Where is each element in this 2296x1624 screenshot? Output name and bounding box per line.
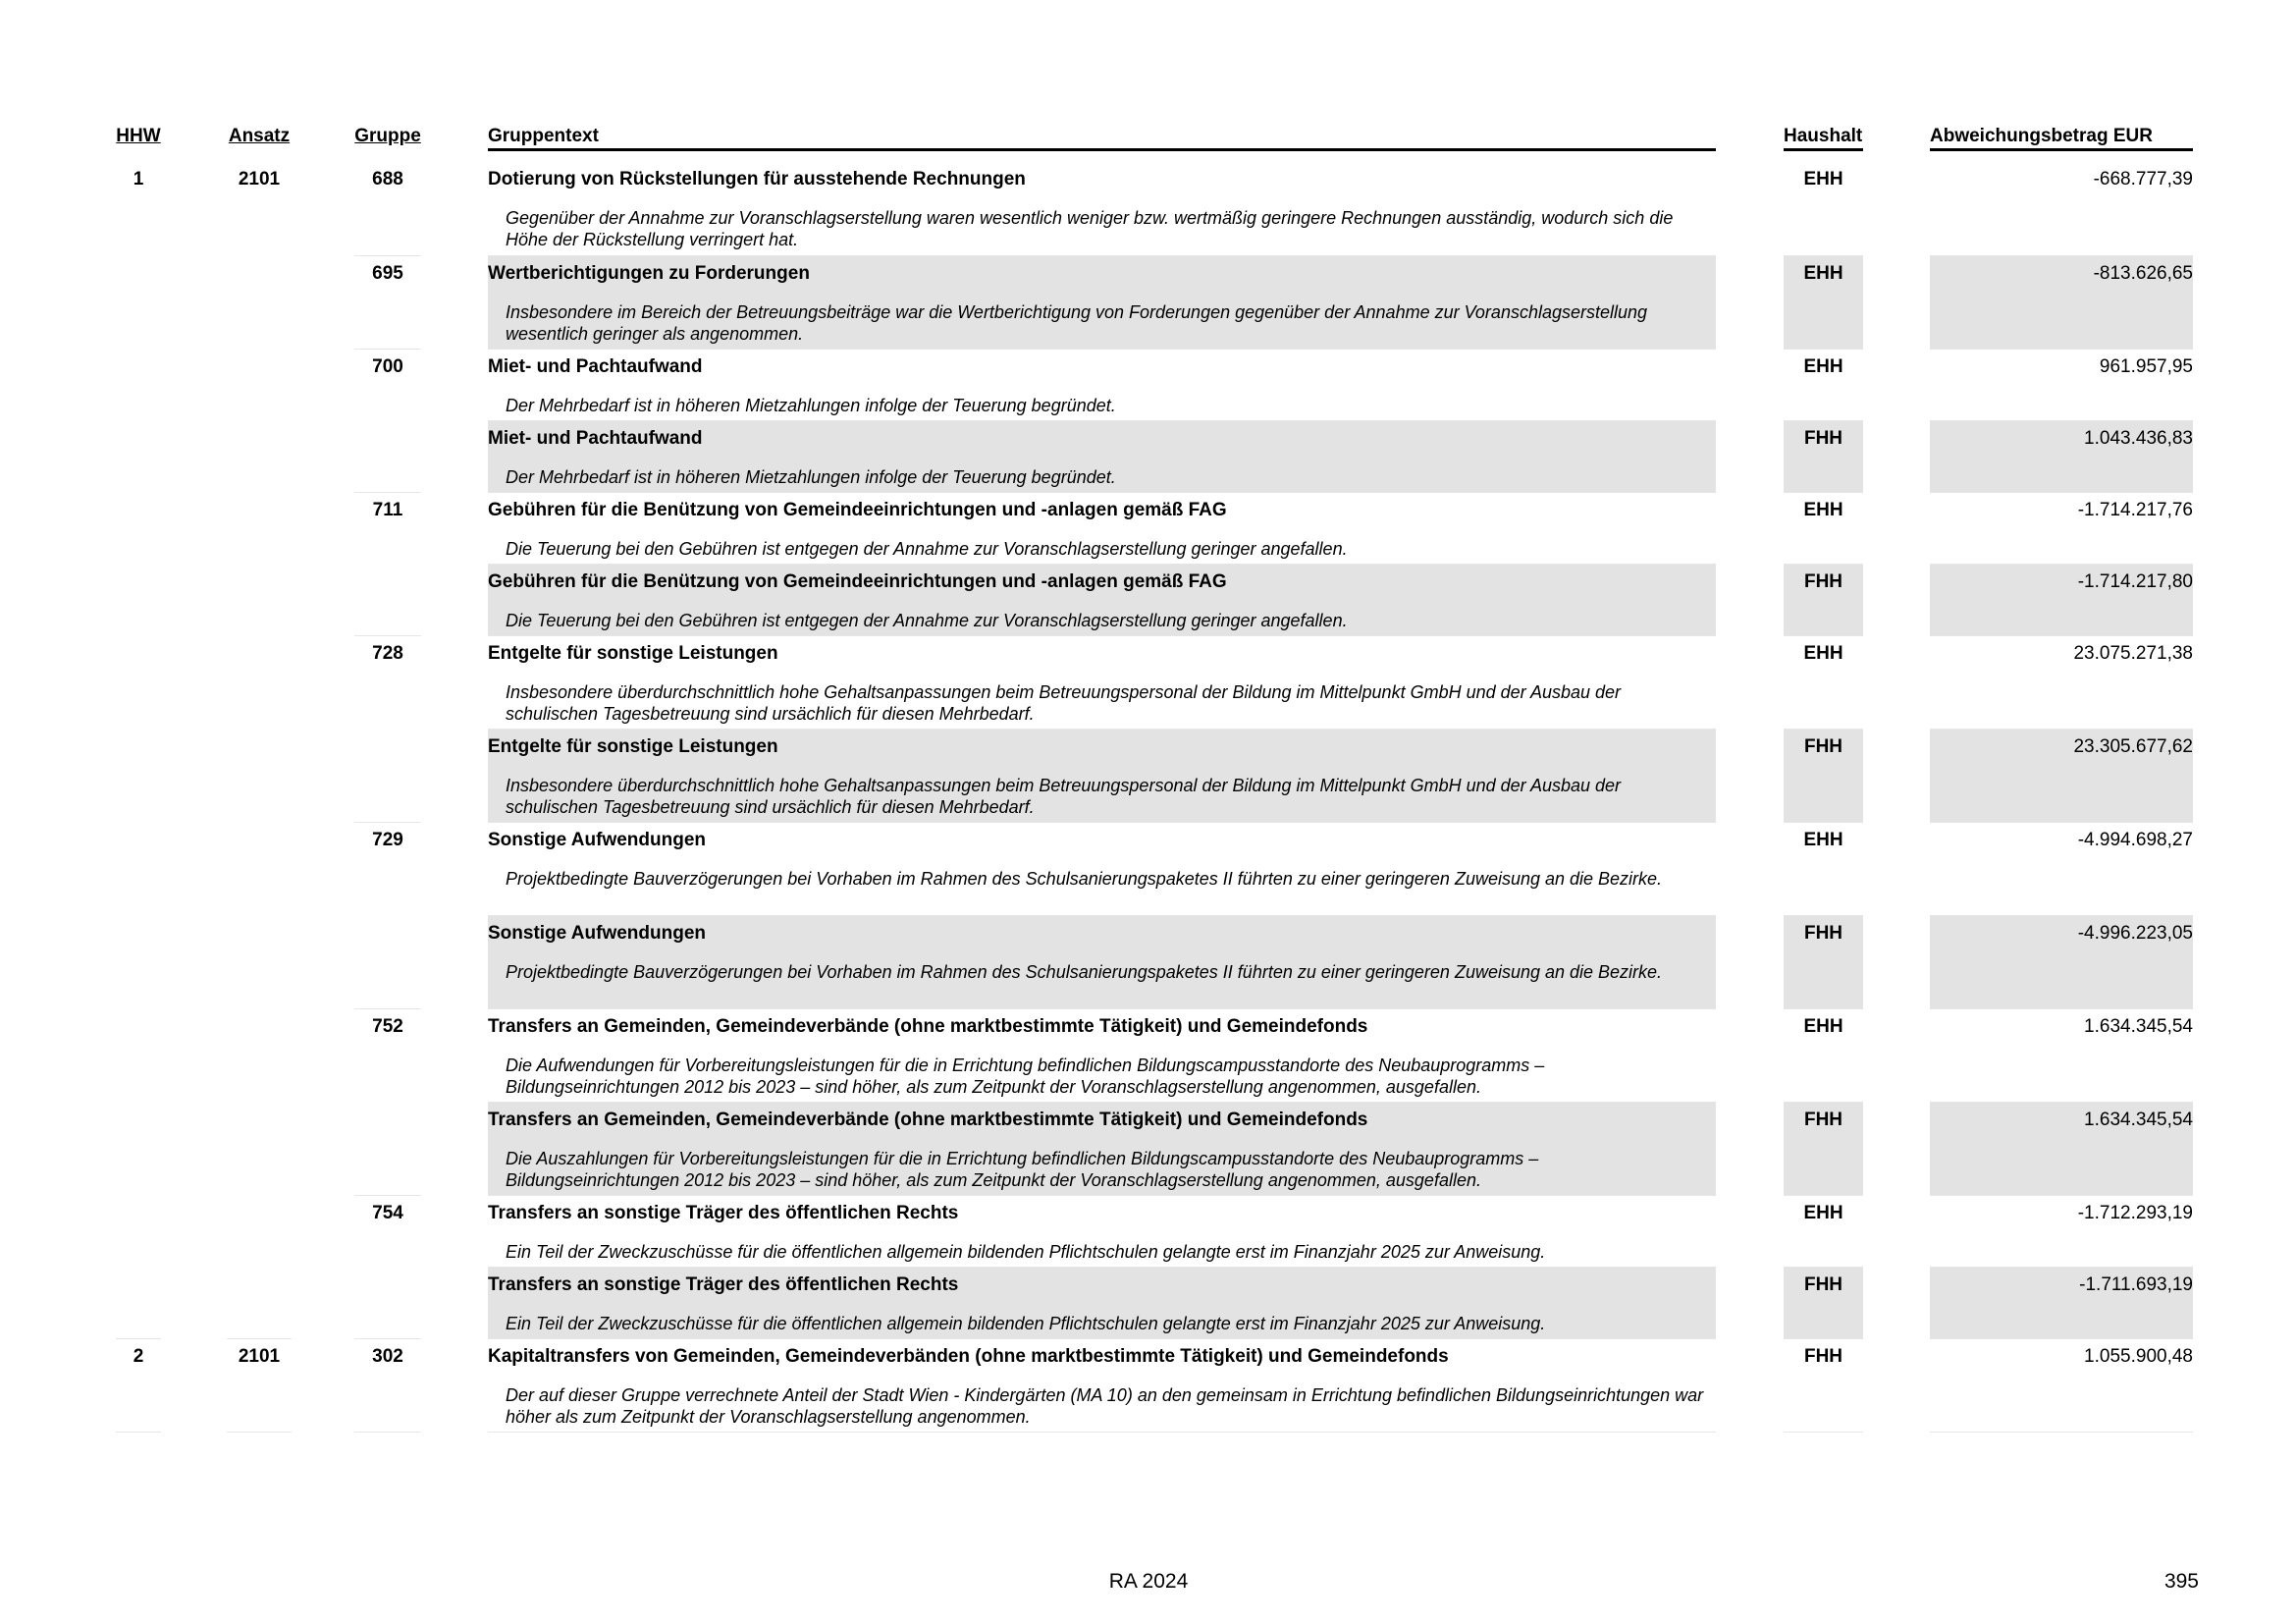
header-abweichungsbetrag: Abweichungsbetrag EUR <box>1930 125 2193 151</box>
cell-hhw <box>116 564 161 635</box>
group-title: Entgelte für sonstige Leistungen <box>488 736 778 757</box>
group-title: Dotierung von Rückstellungen für ausstehende Rechnungen <box>488 169 1026 189</box>
table-row <box>0 915 2296 1008</box>
group-description: Insbesondere überdurchschnittlich hohe Gehaltsanpassungen beim Betreuungspersonal der Bildung im Mittelpunkt GmbH und der Ausbau der schulischen Tagesbetreuung sind ursächlich für diesen Mehrbedarf. <box>506 776 1622 817</box>
cell-abweichungsbetrag: -1.714.217,76 <box>1930 492 2193 564</box>
cell-gruppe: 700 <box>354 349 421 420</box>
cell-abweichungsbetrag: 1.043.436,83 <box>1930 420 2193 492</box>
group-title: Gebühren für die Benützung von Gemeindeeinrichtungen und -anlagen gemäß FAG <box>488 571 1227 592</box>
cell-gruppe <box>354 915 421 1008</box>
group-description: Gegenüber der Annahme zur Voranschlagserstellung waren wesentlich weniger bzw. wertmäßig geringere Rechnungen ausständig, wodurch sich die Höhe der Rückstellung verringert hat. <box>506 208 1674 249</box>
table-row <box>0 729 2296 822</box>
table-row <box>0 492 2296 564</box>
cell-ansatz <box>227 1008 292 1102</box>
cell-hhw <box>116 1267 161 1338</box>
cell-haushalt: FHH <box>1784 564 1863 635</box>
cell-gruppentext <box>488 915 1716 1008</box>
cell-gruppe <box>354 1267 421 1338</box>
group-description: Projektbedingte Bauverzögerungen bei Vorhaben im Rahmen des Schulsanierungspaketes II führten zu einer geringeren Zuweisung an die Bezirke. <box>506 869 1663 889</box>
cell-abweichungsbetrag: 1.634.345,54 <box>1930 1102 2193 1195</box>
cell-haushalt: FHH <box>1784 1267 1863 1338</box>
group-title: Sonstige Aufwendungen <box>488 830 707 850</box>
cell-abweichungsbetrag: 23.075.271,38 <box>1930 635 2193 729</box>
header-ansatz: Ansatz <box>228 126 291 146</box>
group-title: Miet- und Pachtaufwand <box>488 356 703 377</box>
group-title: Transfers an Gemeinden, Gemeindeverbände (ohne marktbestimmte Tätigkeit) und Gemeindefonds <box>488 1110 1368 1130</box>
cell-abweichungsbetrag: 1.055.900,48 <box>1930 1338 2193 1432</box>
cell-gruppentext <box>488 162 1716 255</box>
group-title: Wertberichtigungen zu Forderungen <box>488 263 810 284</box>
table-row <box>0 564 2296 635</box>
group-description: Die Teuerung bei den Gebühren ist entgegen der Annahme zur Voranschlagserstellung geringer angefallen. <box>506 539 1348 559</box>
cell-ansatz <box>227 349 292 420</box>
cell-gruppentext <box>488 255 1716 349</box>
cell-gruppe: 729 <box>354 822 421 915</box>
cell-haushalt: EHH <box>1784 255 1863 349</box>
cell-hhw <box>116 635 161 729</box>
cell-hhw <box>116 492 161 564</box>
group-description: Ein Teil der Zweckzuschüsse für die öffentlichen allgemein bildenden Pflichtschulen gelangte erst im Finanzjahr 2025 zur Anweisung. <box>506 1242 1546 1262</box>
cell-ansatz <box>227 564 292 635</box>
cell-gruppe <box>354 564 421 635</box>
group-description: Der Mehrbedarf ist in höheren Mietzahlungen infolge der Teuerung begründet. <box>506 467 1116 487</box>
cell-gruppe: 752 <box>354 1008 421 1102</box>
cell-abweichungsbetrag: -1.712.293,19 <box>1930 1195 2193 1267</box>
table-row <box>0 1102 2296 1195</box>
cell-gruppentext <box>488 729 1716 822</box>
group-description: Insbesondere überdurchschnittlich hohe Gehaltsanpassungen beim Betreuungspersonal der Bildung im Mittelpunkt GmbH und der Ausbau der schulischen Tagesbetreuung sind ursächlich für diesen Mehrbedarf. <box>506 682 1622 724</box>
cell-ansatz <box>227 729 292 822</box>
cell-abweichungsbetrag: 961.957,95 <box>1930 349 2193 420</box>
cell-gruppe <box>354 729 421 822</box>
cell-ansatz: 2101 <box>238 169 281 189</box>
group-description: Die Auszahlungen für Vorbereitungsleistungen für die in Errichtung befindlichen Bildungscampusstandorte des Neubauprogramms – Bildungseinrichtungen 2012 bis 2023 – sind höher, als zum Zeitpunkt der Voranschlagserstellung angenommen, ausgefallen. <box>506 1149 1539 1190</box>
cell-haushalt: EHH <box>1784 349 1863 420</box>
group-description: Ein Teil der Zweckzuschüsse für die öffentlichen allgemein bildenden Pflichtschulen gelangte erst im Finanzjahr 2025 zur Anweisung. <box>506 1314 1546 1333</box>
table-row <box>0 420 2296 492</box>
cell-gruppe: 754 <box>354 1195 421 1267</box>
group-title: Transfers an sonstige Träger des öffentlichen Rechts <box>488 1203 959 1223</box>
cell-haushalt: EHH <box>1784 492 1863 564</box>
table-row <box>0 162 2296 255</box>
group-title: Gebühren für die Benützung von Gemeindeeinrichtungen und -anlagen gemäß FAG <box>488 500 1227 520</box>
page-number: 395 <box>2163 1570 2199 1593</box>
rule-segment <box>116 1432 161 1434</box>
table-end-rule <box>0 1432 2296 1434</box>
cell-hhw <box>116 1008 161 1102</box>
cell-haushalt: FHH <box>1784 1102 1863 1195</box>
group-description: Projektbedingte Bauverzögerungen bei Vorhaben im Rahmen des Schulsanierungspaketes II führten zu einer geringeren Zuweisung an die Bezirke. <box>506 962 1663 982</box>
group-description: Insbesondere im Bereich der Betreuungsbeiträge war die Wertberichtigung von Forderungen gegenüber der Annahme zur Voranschlagserstellung wesentlich geringer als angenommen. <box>506 302 1648 344</box>
cell-gruppe: 711 <box>354 492 421 564</box>
cell-abweichungsbetrag: -1.714.217,80 <box>1930 564 2193 635</box>
cell-abweichungsbetrag: 1.634.345,54 <box>1930 1008 2193 1102</box>
cell-hhw <box>116 349 161 420</box>
cell-gruppentext <box>488 1195 1716 1267</box>
cell-hhw <box>116 255 161 349</box>
cell-ansatz <box>227 822 292 915</box>
cell-gruppe: 728 <box>354 635 421 729</box>
table-row <box>0 1338 2296 1432</box>
cell-hhw <box>116 822 161 915</box>
cell-hhw <box>116 420 161 492</box>
cell-gruppentext <box>488 564 1716 635</box>
table-row <box>0 255 2296 349</box>
cell-hhw: 1 <box>133 169 144 189</box>
cell-gruppe <box>354 420 421 492</box>
rule-segment <box>1784 1432 1863 1434</box>
cell-haushalt: FHH <box>1784 420 1863 492</box>
cell-gruppentext <box>488 1267 1716 1338</box>
report-label: RA 2024 <box>1108 1570 1189 1593</box>
cell-haushalt: EHH <box>1784 1008 1863 1102</box>
cell-ansatz <box>227 1195 292 1267</box>
cell-ansatz <box>227 420 292 492</box>
cell-ansatz <box>227 255 292 349</box>
group-description: Die Aufwendungen für Vorbereitungsleistungen für die in Errichtung befindlichen Bildungscampusstandorte des Neubauprogramms – Bildungseinrichtungen 2012 bis 2023 – sind höher, als zum Zeitpunkt der Voranschlagserstellung angenommen, ausgefallen. <box>506 1056 1545 1097</box>
cell-abweichungsbetrag: -1.711.693,19 <box>1930 1267 2193 1338</box>
table-header <box>0 125 2296 151</box>
header-hhw: HHW <box>116 126 161 146</box>
group-description: Der Mehrbedarf ist in höheren Mietzahlungen infolge der Teuerung begründet. <box>506 396 1116 415</box>
cell-abweichungsbetrag: -668.777,39 <box>2093 169 2193 189</box>
cell-gruppe: 302 <box>354 1338 421 1432</box>
table-row <box>0 1267 2296 1338</box>
cell-gruppentext <box>488 1102 1716 1195</box>
cell-gruppentext <box>488 349 1716 420</box>
table-row <box>0 822 2296 915</box>
cell-haushalt: EHH <box>1803 169 1843 189</box>
table-body <box>0 162 2296 1434</box>
cell-gruppentext <box>488 1338 1716 1432</box>
table-row <box>0 1008 2296 1102</box>
group-title: Transfers an sonstige Träger des öffentlichen Rechts <box>488 1274 959 1295</box>
cell-hhw <box>116 915 161 1008</box>
cell-ansatz <box>227 915 292 1008</box>
cell-haushalt: EHH <box>1784 1195 1863 1267</box>
header-gruppentext: Gruppentext <box>488 125 1716 151</box>
cell-gruppe: 695 <box>354 255 421 349</box>
cell-hhw: 2 <box>116 1338 161 1432</box>
cell-haushalt: EHH <box>1784 635 1863 729</box>
cell-gruppentext <box>488 1008 1716 1102</box>
rule-segment <box>354 1432 421 1434</box>
rule-segment <box>1930 1432 2193 1434</box>
cell-abweichungsbetrag: -813.626,65 <box>1930 255 2193 349</box>
table-row <box>0 349 2296 420</box>
cell-gruppentext <box>488 492 1716 564</box>
group-description: Der auf dieser Gruppe verrechnete Anteil der Stadt Wien - Kindergärten (MA 10) an den gemeinsam in Errichtung befindlichen Bildungseinrichtungen war höher als zum Zeitpunkt der Voranschlagserstellung angenommen. <box>506 1385 1704 1427</box>
cell-hhw <box>116 1102 161 1195</box>
cell-haushalt: FHH <box>1784 729 1863 822</box>
cell-ansatz <box>227 635 292 729</box>
cell-haushalt: EHH <box>1784 822 1863 915</box>
rule-segment <box>227 1432 292 1434</box>
group-title: Kapitaltransfers von Gemeinden, Gemeindeverbänden (ohne marktbestimmte Tätigkeit) und Gemeindefonds <box>488 1346 1449 1367</box>
cell-gruppentext <box>488 822 1716 915</box>
cell-abweichungsbetrag: 23.305.677,62 <box>1930 729 2193 822</box>
cell-hhw <box>116 1195 161 1267</box>
cell-ansatz <box>227 1267 292 1338</box>
table-row <box>0 1195 2296 1267</box>
cell-gruppe <box>354 1102 421 1195</box>
header-gruppe: Gruppe <box>354 126 421 146</box>
cell-haushalt: FHH <box>1784 1338 1863 1432</box>
cell-ansatz <box>227 492 292 564</box>
cell-gruppe: 688 <box>372 169 403 189</box>
cell-haushalt: FHH <box>1784 915 1863 1008</box>
cell-ansatz: 2101 <box>227 1338 292 1432</box>
group-title: Entgelte für sonstige Leistungen <box>488 643 778 664</box>
table-row <box>0 635 2296 729</box>
group-description: Die Teuerung bei den Gebühren ist entgegen der Annahme zur Voranschlagserstellung geringer angefallen. <box>506 611 1348 630</box>
cell-hhw <box>116 729 161 822</box>
cell-ansatz <box>227 1102 292 1195</box>
cell-gruppentext <box>488 635 1716 729</box>
cell-abweichungsbetrag: -4.996.223,05 <box>1930 915 2193 1008</box>
cell-gruppentext <box>488 420 1716 492</box>
header-haushalt: Haushalt <box>1784 125 1863 151</box>
group-title: Sonstige Aufwendungen <box>488 923 707 944</box>
cell-abweichungsbetrag: -4.994.698,27 <box>1930 822 2193 915</box>
group-title: Transfers an Gemeinden, Gemeindeverbände (ohne marktbestimmte Tätigkeit) und Gemeindefonds <box>488 1016 1368 1037</box>
group-title: Miet- und Pachtaufwand <box>488 428 703 449</box>
rule-segment <box>488 1432 1716 1434</box>
